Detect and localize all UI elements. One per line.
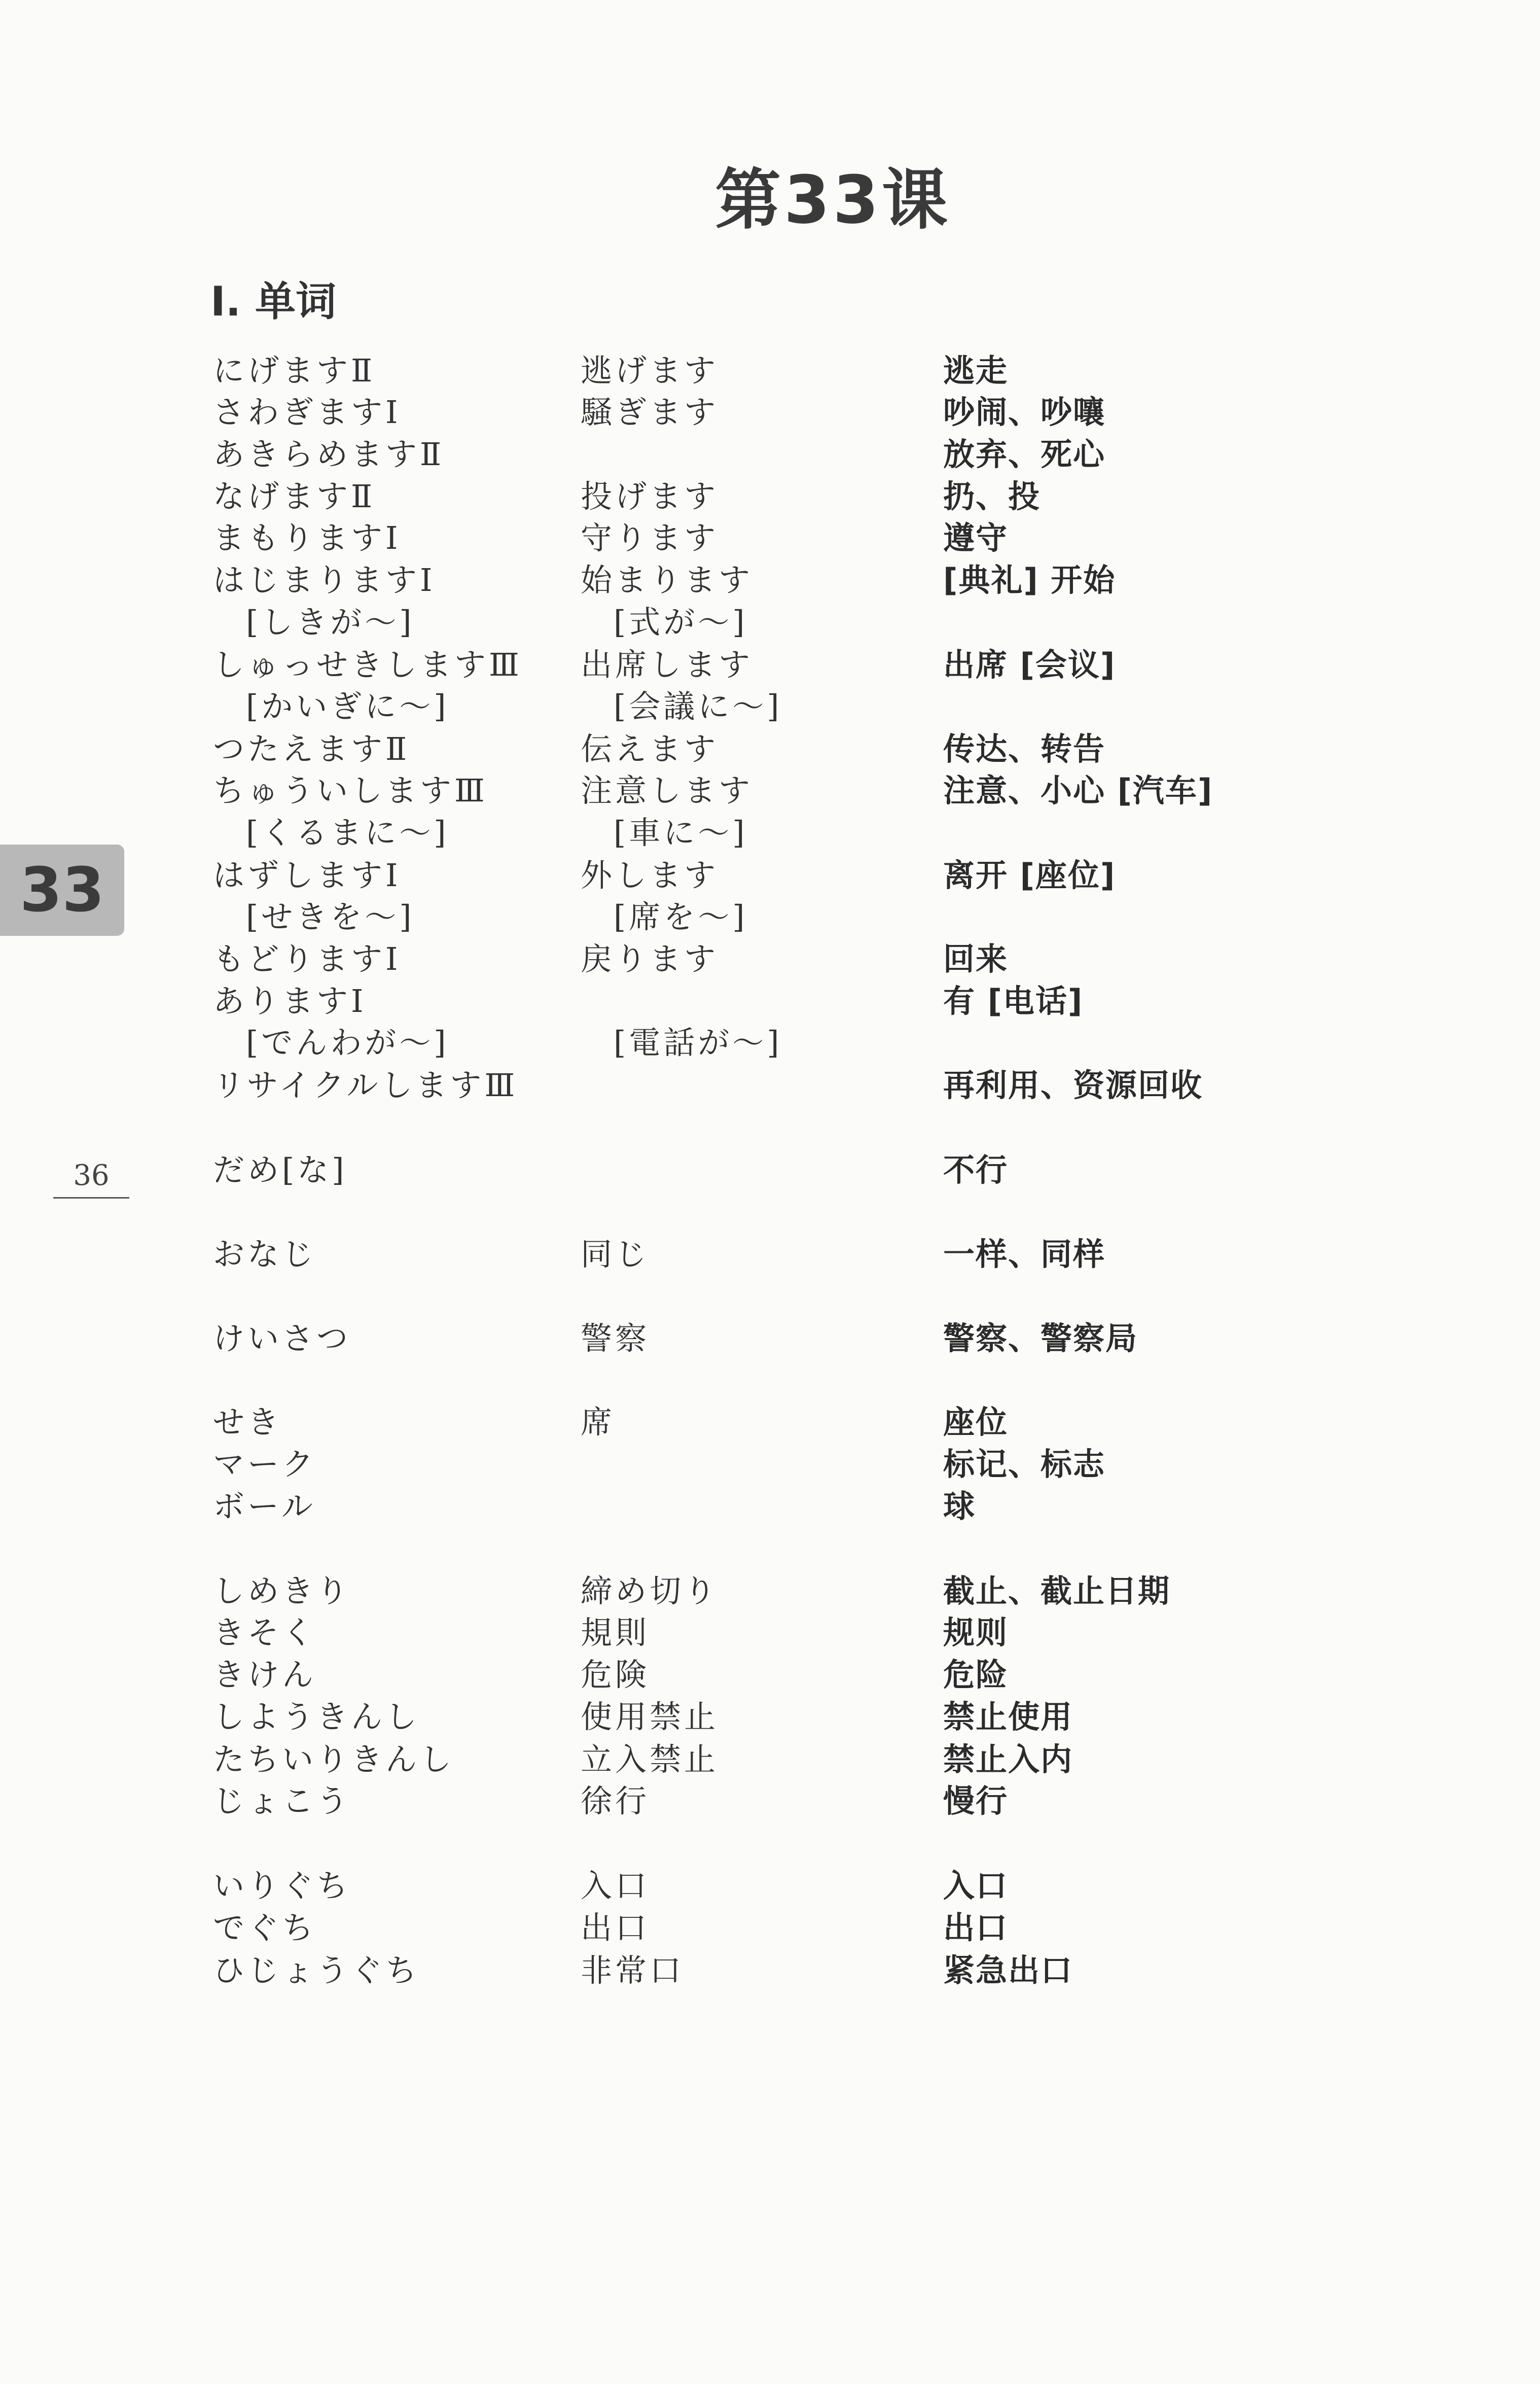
vocab-meaning: 禁止使用 bbox=[943, 1698, 1073, 1735]
vocab-reading: でぐち bbox=[213, 1909, 317, 1946]
vocab-row bbox=[0, 855, 1540, 896]
vocab-meaning: 再利用、资源回收 bbox=[943, 1067, 1203, 1104]
vocab-meaning: 吵闹、吵嚷 bbox=[943, 394, 1106, 431]
vocab-kanji: 危険 bbox=[581, 1656, 650, 1693]
vocab-meaning: 禁止入内 bbox=[943, 1741, 1073, 1778]
vocab-row bbox=[0, 728, 1540, 770]
vocab-kanji: 徐行 bbox=[581, 1782, 650, 1819]
vocab-row bbox=[0, 1444, 1540, 1485]
vocab-meaning: 慢行 bbox=[943, 1782, 1009, 1819]
vocab-kanji: 戻ります bbox=[581, 940, 719, 977]
vocab-meaning: 座位 bbox=[943, 1404, 1009, 1441]
vocab-kanji: [会議に〜] bbox=[614, 688, 782, 725]
vocab-reading: しようきんし bbox=[213, 1698, 420, 1735]
vocab-kanji: 入口 bbox=[581, 1867, 650, 1904]
vocab-kanji: 出口 bbox=[581, 1909, 650, 1946]
vocab-kanji: 同じ bbox=[581, 1236, 650, 1273]
vocab-meaning: 标记、标志 bbox=[943, 1446, 1106, 1483]
vocab-meaning: 警察、警察局 bbox=[943, 1320, 1138, 1357]
vocab-reading: さわぎますⅠ bbox=[213, 394, 401, 431]
lesson-tab: 33 bbox=[0, 845, 124, 936]
vocab-row bbox=[0, 1950, 1540, 1991]
vocab-reading: マーク bbox=[213, 1446, 317, 1483]
vocab-meaning: 扔、投 bbox=[943, 478, 1041, 515]
vocab-meaning: 紧急出口 bbox=[943, 1952, 1073, 1989]
vocab-reading: しゅっせきしますⅢ bbox=[213, 646, 522, 683]
vocab-reading: しめきり bbox=[213, 1572, 351, 1609]
vocab-row bbox=[0, 1065, 1540, 1106]
vocab-reading: [くるまに〜] bbox=[246, 814, 449, 851]
vocab-kanji: 始まります bbox=[581, 562, 754, 599]
vocab-row bbox=[0, 1654, 1540, 1696]
vocab-meaning: 出口 bbox=[943, 1909, 1009, 1946]
vocab-kanji: [電話が〜] bbox=[614, 1024, 782, 1061]
vocab-row bbox=[0, 1612, 1540, 1654]
vocab-meaning: 入口 bbox=[943, 1867, 1009, 1904]
vocab-meaning: 注意、小心 [汽车] bbox=[943, 772, 1213, 809]
vocab-row bbox=[0, 644, 1540, 686]
vocab-kanji: 規則 bbox=[581, 1614, 650, 1651]
vocab-meaning: 有 [电话] bbox=[943, 983, 1084, 1020]
vocab-row bbox=[0, 1570, 1540, 1612]
vocab-meaning: 危险 bbox=[943, 1656, 1009, 1693]
vocab-reading: [せきを〜] bbox=[246, 898, 415, 935]
vocab-kanji: 出席します bbox=[581, 646, 754, 683]
vocab-kanji: 投げます bbox=[581, 478, 719, 515]
vocab-reading: きそく bbox=[213, 1614, 317, 1651]
vocab-reading: なげますⅡ bbox=[213, 478, 376, 515]
vocab-reading: おなじ bbox=[213, 1236, 317, 1273]
vocab-kanji: [席を〜] bbox=[614, 898, 748, 935]
vocab-meaning: 传达、转告 bbox=[943, 730, 1106, 767]
vocab-reading: せき bbox=[213, 1404, 282, 1441]
vocab-row bbox=[0, 517, 1540, 559]
vocab-meaning: 球 bbox=[943, 1488, 976, 1525]
vocab-reading: もどりますⅠ bbox=[213, 940, 401, 977]
vocab-kanji: 警察 bbox=[581, 1320, 650, 1357]
vocab-reading: まもりますⅠ bbox=[213, 519, 401, 556]
vocab-reading: リサイクルしますⅢ bbox=[213, 1067, 518, 1104]
vocab-reading: はじまりますⅠ bbox=[213, 562, 436, 599]
vocab-meaning: 规则 bbox=[943, 1614, 1009, 1651]
vocab-reading: じょこう bbox=[213, 1782, 351, 1819]
vocab-reading: ボール bbox=[213, 1488, 316, 1525]
page-title: 第33课 bbox=[715, 161, 951, 238]
vocab-kanji: 席 bbox=[581, 1404, 616, 1441]
vocab-row bbox=[0, 770, 1540, 812]
vocab-row bbox=[0, 1780, 1540, 1822]
vocab-reading: けいさつ bbox=[213, 1320, 351, 1357]
vocab-row bbox=[0, 1022, 1540, 1064]
vocab-meaning: 逃走 bbox=[943, 352, 1009, 389]
vocab-reading: あきらめますⅡ bbox=[213, 436, 445, 473]
vocab-reading: [でんわが〜] bbox=[246, 1024, 449, 1061]
vocab-meaning: 离开 [座位] bbox=[943, 857, 1116, 894]
vocab-meaning: 出席 [会议] bbox=[943, 646, 1116, 683]
vocab-meaning: 回来 bbox=[943, 940, 1009, 977]
vocab-kanji: [式が〜] bbox=[614, 604, 748, 641]
vocab-meaning: 不行 bbox=[943, 1151, 1009, 1188]
vocab-reading: ちゅういしますⅢ bbox=[213, 772, 488, 809]
vocab-reading: だめ[な] bbox=[213, 1151, 347, 1188]
vocab-reading: ひじょうぐち bbox=[213, 1952, 420, 1989]
vocab-kanji: 非常口 bbox=[581, 1952, 685, 1989]
vocab-kanji: 注意します bbox=[581, 772, 754, 809]
vocab-row bbox=[0, 980, 1540, 1022]
vocab-row bbox=[0, 1696, 1540, 1738]
vocab-meaning: 截止、截止日期 bbox=[943, 1572, 1171, 1609]
vocab-meaning: 一样、同样 bbox=[943, 1236, 1106, 1273]
vocab-reading: たちいりきんし bbox=[213, 1741, 455, 1778]
section-heading: I. 单词 bbox=[210, 278, 337, 325]
vocab-kanji: 締め切り bbox=[581, 1572, 719, 1609]
vocab-row bbox=[0, 350, 1540, 392]
vocab-reading: つたえますⅡ bbox=[213, 730, 410, 767]
vocab-reading: ありますⅠ bbox=[213, 983, 367, 1020]
vocab-reading: はずしますⅠ bbox=[213, 857, 401, 894]
vocab-row bbox=[0, 1318, 1540, 1359]
vocab-kanji: 守ります bbox=[581, 519, 719, 556]
vocab-kanji: 外します bbox=[581, 857, 719, 894]
vocab-kanji: 使用禁止 bbox=[581, 1698, 719, 1735]
vocab-kanji: 立入禁止 bbox=[581, 1741, 719, 1778]
vocab-reading: にげますⅡ bbox=[213, 352, 376, 389]
vocab-row bbox=[0, 686, 1540, 727]
vocab-row bbox=[0, 1234, 1540, 1275]
vocab-row bbox=[0, 938, 1540, 980]
vocab-row bbox=[0, 602, 1540, 643]
vocab-row bbox=[0, 1739, 1540, 1780]
vocab-row bbox=[0, 434, 1540, 475]
vocab-row bbox=[0, 1486, 1540, 1527]
vocab-reading: [かいぎに〜] bbox=[246, 688, 449, 725]
vocab-kanji: 伝えます bbox=[581, 730, 719, 767]
vocab-reading: いりぐち bbox=[213, 1867, 351, 1904]
vocab-row bbox=[0, 812, 1540, 854]
vocab-row bbox=[0, 559, 1540, 601]
vocab-meaning: 遵守 bbox=[943, 519, 1009, 556]
vocab-row bbox=[0, 392, 1540, 433]
vocab-row bbox=[0, 476, 1540, 517]
vocab-row bbox=[0, 1149, 1540, 1191]
vocab-reading: [しきが〜] bbox=[246, 604, 415, 641]
vocab-kanji: 騒ぎます bbox=[581, 394, 719, 431]
vocab-kanji: [車に〜] bbox=[614, 814, 748, 851]
vocab-row bbox=[0, 1401, 1540, 1443]
page-number: 36 bbox=[53, 1159, 129, 1199]
vocab-row bbox=[0, 1865, 1540, 1907]
vocab-row bbox=[0, 1907, 1540, 1949]
vocab-row bbox=[0, 896, 1540, 938]
vocab-reading: きけん bbox=[213, 1656, 317, 1693]
vocab-kanji: 逃げます bbox=[581, 352, 719, 389]
vocab-meaning: [典礼] 开始 bbox=[943, 562, 1116, 599]
vocab-meaning: 放弃、死心 bbox=[943, 436, 1106, 473]
